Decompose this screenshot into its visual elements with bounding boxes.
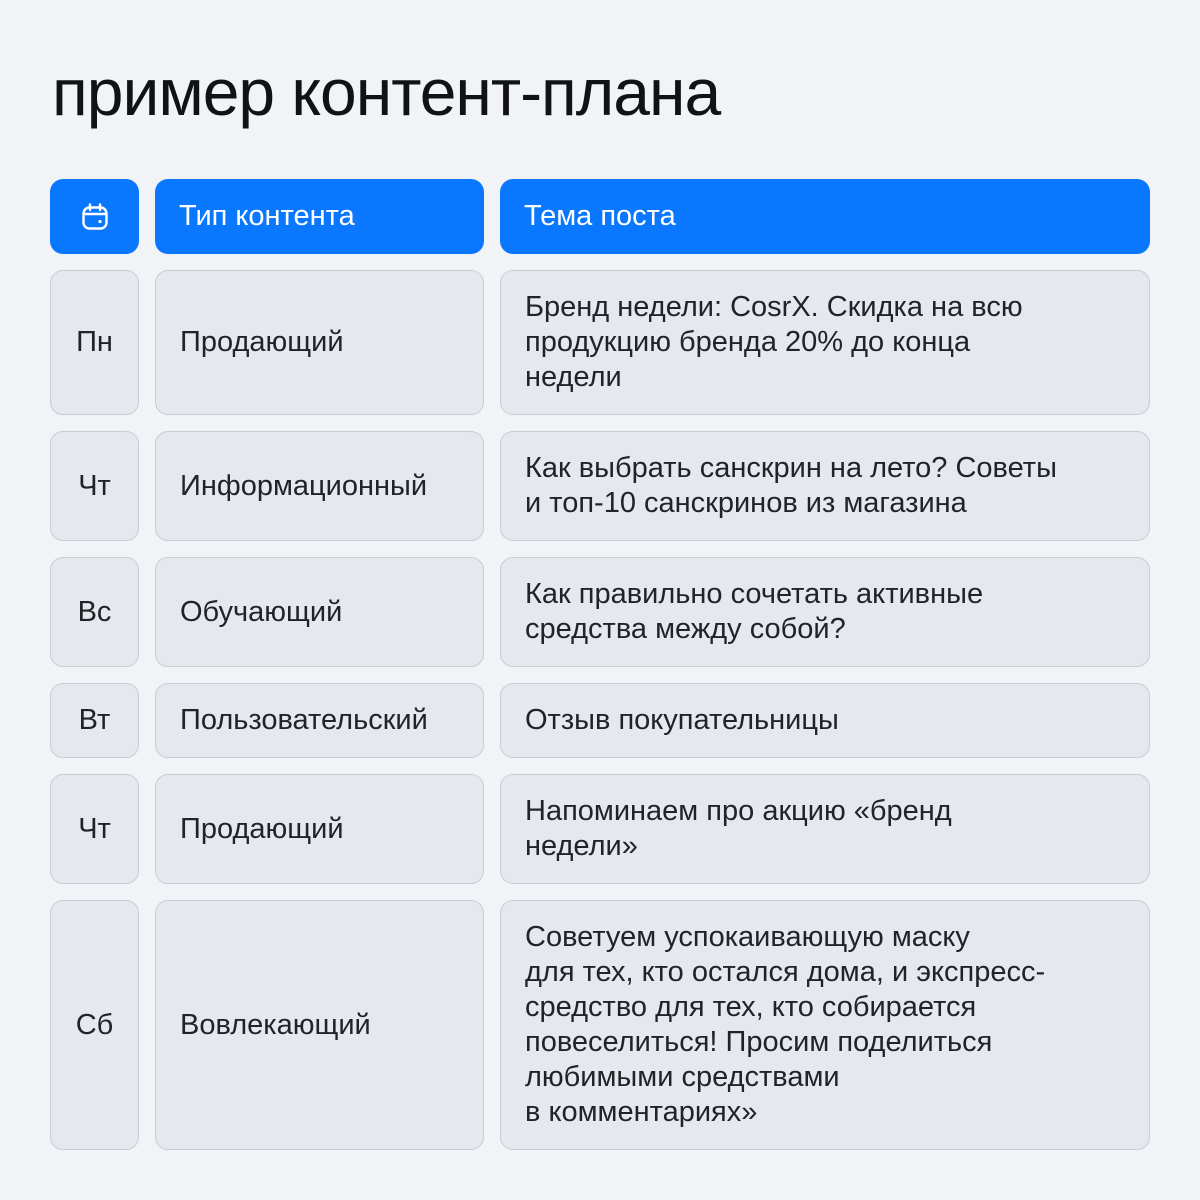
table-row-5-topic xyxy=(500,774,1150,884)
column-header-topic xyxy=(500,179,1150,254)
content-type-label: Вовлекающий xyxy=(180,1008,371,1041)
day-label: Пн xyxy=(76,326,113,358)
table-row-6-type xyxy=(155,900,484,1150)
content-type-label: Продающий xyxy=(180,326,344,358)
column-header-type xyxy=(155,179,484,254)
post-topic-text: Отзыв покупательницы xyxy=(525,704,839,736)
table-row-3-day xyxy=(50,557,139,667)
table-row-5-day xyxy=(50,774,139,884)
table-row-5-type xyxy=(155,774,484,884)
table-row-2-topic xyxy=(500,431,1150,541)
day-label: Чт xyxy=(78,469,111,502)
column-header-topic-label: Тема поста xyxy=(524,200,676,232)
table-row-1-type xyxy=(155,270,484,415)
post-topic-text: Напоминаем про акцию «бренд недели» xyxy=(525,795,952,862)
table-row-2-type xyxy=(155,431,484,541)
table-row-3-type xyxy=(155,557,484,667)
page-title: пример контент-плана xyxy=(52,55,721,129)
post-topic-text: Бренд недели: CosrX. Скидка на всю продукцию бренда 20% до конца недели xyxy=(525,291,1023,393)
day-label: Вс xyxy=(77,595,112,628)
content-type-label: Обучающий xyxy=(180,595,343,628)
post-topic-text: Советуем успокаивающую маску для тех, кто остался дома, и экспресс- средство для тех, кто собирается повеселиться! Просим поделиться любимыми средствами в комментариях» xyxy=(525,921,1046,1128)
post-topic-text: Как выбрать санскрин на лето? Советы и топ-10 санскринов из магазина xyxy=(525,452,1057,519)
content-type-label: Пользовательский xyxy=(180,704,428,736)
calendar-icon xyxy=(80,202,110,232)
table-row-2-day xyxy=(50,431,139,541)
table-row-4-topic xyxy=(500,683,1150,758)
day-label: Сб xyxy=(75,1008,114,1041)
day-label: Чт xyxy=(78,812,111,845)
content-type-label: Продающий xyxy=(180,812,344,845)
column-header-type-label: Тип контента xyxy=(179,200,355,232)
table-row-4-day xyxy=(50,683,139,758)
post-topic-text: Как правильно сочетать активные средства между собой? xyxy=(525,578,984,645)
table-row-1-day xyxy=(50,270,139,415)
table-row-1-topic xyxy=(500,270,1150,415)
calendar-header-cell xyxy=(50,179,139,254)
day-label: Вт xyxy=(78,704,111,736)
table-row-6-day xyxy=(50,900,139,1150)
table-row-4-type xyxy=(155,683,484,758)
table-row-3-topic xyxy=(500,557,1150,667)
table-row-6-topic xyxy=(500,900,1150,1150)
content-type-label: Информационный xyxy=(180,469,428,502)
